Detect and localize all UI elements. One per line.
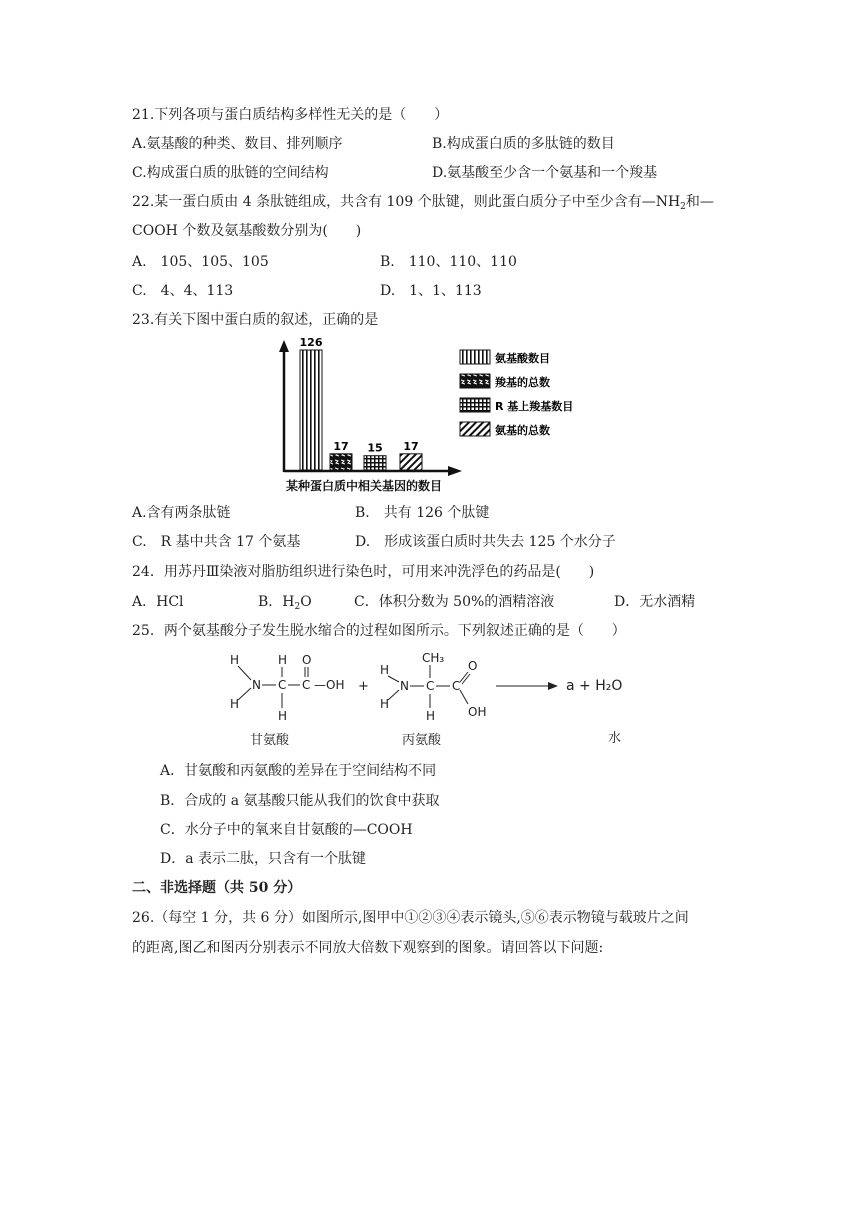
q22-stem-line1: 22.某一蛋白质由 4 条肽链组成，共含有 109 个肽键，则此蛋白质分子中至少含有$—NH_2$和— bbox=[132, 194, 714, 212]
chart-data-label: 17 bbox=[333, 439, 349, 453]
atom: H bbox=[230, 653, 240, 667]
atom: —OH bbox=[314, 678, 345, 692]
legend-swatch bbox=[460, 398, 490, 412]
q23-stem: 23.有关下图中蛋白质的叙述，正确的是 bbox=[132, 312, 379, 328]
q24-option-c: C．体积分数为 50%的酒精溶液 bbox=[354, 594, 555, 610]
atom: H bbox=[278, 653, 288, 667]
chart-bar bbox=[330, 454, 352, 470]
chart-data-label: 17 bbox=[403, 439, 419, 453]
atom: CH₃ bbox=[422, 651, 445, 665]
atom: N bbox=[400, 679, 409, 693]
legend-swatch bbox=[460, 374, 490, 388]
q25-option-b: B．合成的 a 氨基酸只能从我们的饮食中获取 bbox=[160, 793, 440, 809]
legend-swatch bbox=[460, 350, 490, 364]
reaction-product: a + H₂O bbox=[566, 678, 623, 694]
q25-option-d: D．a 表示二肽，只含有一个肽键 bbox=[160, 851, 367, 867]
bar-chart bbox=[262, 338, 602, 498]
atom: C bbox=[452, 679, 461, 693]
q24-option-a: A．HCl bbox=[132, 594, 184, 610]
q21-option-a: A.氨基酸的种类、数目、排列顺序 bbox=[132, 136, 343, 152]
q22-option-a: A. 105、105、105 bbox=[132, 254, 269, 270]
legend-label: 氨基酸数目 bbox=[495, 352, 550, 365]
legend-swatch bbox=[460, 422, 490, 436]
atom: H bbox=[426, 709, 436, 723]
alanine-label: 丙氨酸 bbox=[402, 733, 442, 748]
atom: H bbox=[230, 697, 240, 711]
glycine-label: 甘氨酸 bbox=[250, 733, 290, 748]
chart-data-label: 15 bbox=[367, 441, 383, 455]
condensation-reaction-diagram bbox=[222, 650, 642, 750]
legend-label: R 基上羧基数目 bbox=[495, 400, 574, 413]
q22-option-d: D. 1、1、113 bbox=[380, 283, 482, 299]
atom: C bbox=[302, 678, 311, 692]
plus-sign: + bbox=[358, 679, 369, 694]
atom: H bbox=[380, 663, 390, 677]
chart-xlabel: 某种蛋白质中相关基因的数目 bbox=[286, 479, 443, 493]
chart-bar bbox=[400, 454, 422, 470]
legend-label: 氨基的总数 bbox=[495, 424, 550, 437]
q21-stem: 21.下列各项与蛋白质结构多样性无关的是（ ） bbox=[132, 107, 449, 123]
atom: N bbox=[252, 678, 261, 692]
atom: C bbox=[426, 679, 435, 693]
atom: O bbox=[302, 653, 312, 667]
q24-option-d: D．无水酒精 bbox=[614, 594, 696, 610]
q22-option-b: B. 110、110、110 bbox=[380, 254, 517, 270]
q26-line2: 的距离,图乙和图丙分别表示不同放大倍数下观察到的图象。请回答以下问题: bbox=[132, 940, 604, 956]
q21-option-d: D.氨基酸至少含一个氨基和一个羧基 bbox=[432, 165, 658, 181]
chart-bar bbox=[364, 456, 386, 470]
q22-option-c: C. 4、4、113 bbox=[132, 283, 234, 299]
atom: O bbox=[468, 659, 478, 673]
atom: C bbox=[278, 678, 287, 692]
chart-bar bbox=[300, 350, 322, 470]
q24-option-b: B．$H_2O$ bbox=[258, 594, 312, 612]
q23-option-d: D. 形成该蛋白质时共失去 125 个水分子 bbox=[355, 534, 616, 550]
atom: OH bbox=[468, 705, 487, 719]
q23-option-a: A.含有两条肽链 bbox=[132, 505, 231, 521]
q23-option-b: B. 共有 126 个肽键 bbox=[355, 505, 490, 521]
atom: H bbox=[380, 697, 390, 711]
legend-label: 羧基的总数 bbox=[495, 376, 550, 389]
atom: H bbox=[278, 709, 288, 723]
q22-stem-line2: COOH 个数及氨基酸数分别为( ) bbox=[132, 223, 362, 239]
chart-data-label: 126 bbox=[299, 338, 323, 349]
q25-option-c: C．水分子中的氧来自甘氨酸的—COOH bbox=[160, 822, 413, 838]
q21-option-c: C.构成蛋白质的肽链的空间结构 bbox=[132, 165, 329, 181]
q24-stem: 24．用苏丹Ⅲ染液对脂肪组织进行染色时，可用来冲洗浮色的药品是( ) bbox=[132, 564, 595, 580]
water-label: 水 bbox=[608, 731, 622, 746]
q26-line1: 26.（每空 1 分，共 6 分）如图所示,图甲中①②③④表示镜头,⑤⑥表示物镜与载玻片之间 bbox=[132, 910, 689, 926]
q25-option-a: A．甘氨酸和丙氨酸的差异在于空间结构不同 bbox=[160, 763, 437, 779]
q21-option-b: B.构成蛋白质的多肽链的数目 bbox=[432, 136, 615, 152]
q25-stem: 25．两个氨基酸分子发生脱水缩合的过程如图所示。下列叙述正确的是（ ） bbox=[132, 623, 626, 639]
section-title: 二、非选择题（共 50 分） bbox=[132, 880, 302, 896]
q23-option-c: C. R 基中共含 17 个氨基 bbox=[132, 534, 301, 550]
